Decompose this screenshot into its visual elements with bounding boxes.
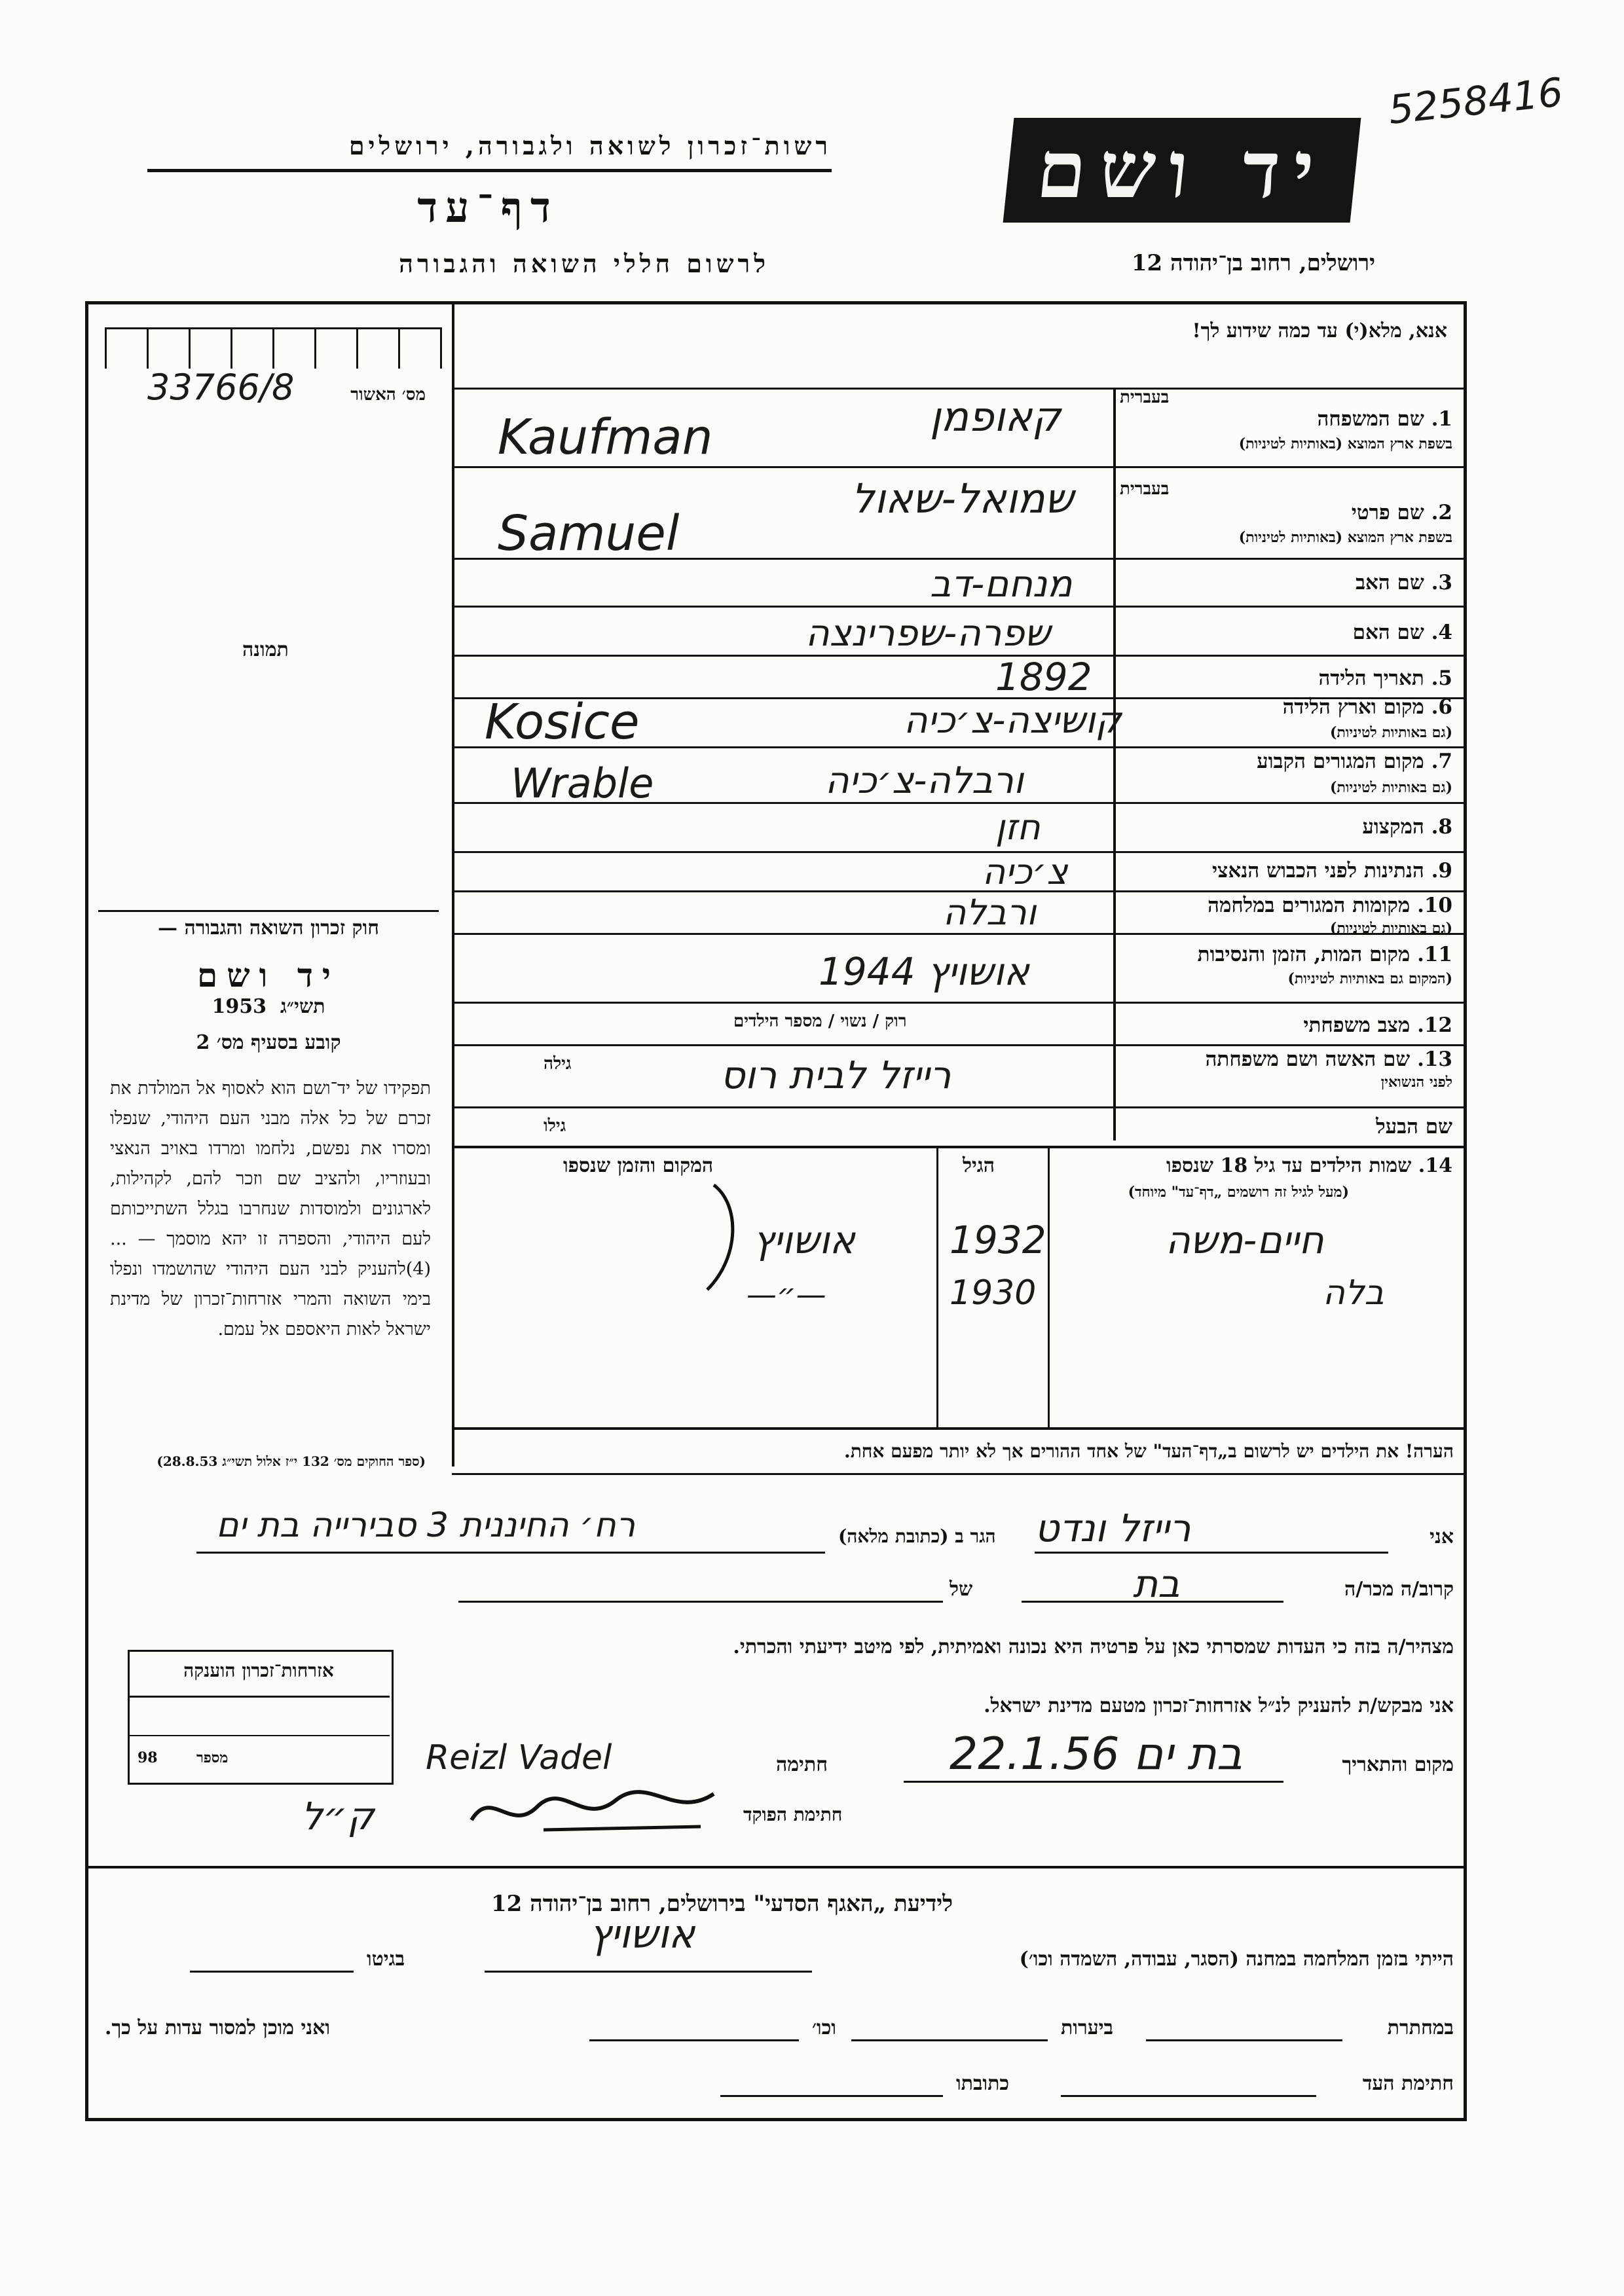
remark-text: הערה! את הילדים יש לרשום ב„דף־העד" של אחד ההורים אך לא יותר מפעם אחת. bbox=[843, 1440, 1454, 1462]
declaration-truth: מצהיר/ה בזה כי העדות שמסרתי כאן על פרטיה היא נכונה ואמיתית, לפי מיטב ידיעתי והכרתי. bbox=[733, 1635, 1454, 1658]
certificate-number-value: 33766/8 bbox=[147, 367, 295, 408]
child-place: —״— bbox=[747, 1277, 826, 1312]
field-label-wartime-residence: 10. מקומות המגורים במלחמה bbox=[1208, 894, 1452, 917]
instruction-text: אנא, מלא(י) עד כמה שידוע לך! bbox=[1192, 319, 1447, 342]
wife-age-label: גילה bbox=[544, 1054, 572, 1074]
child-age: 1932 bbox=[950, 1218, 1046, 1262]
official-initials: ק״ל bbox=[301, 1794, 375, 1838]
residence-latin-value: Wrable bbox=[511, 759, 654, 807]
witness-signature-line bbox=[1061, 2095, 1316, 2097]
firstname-latin-value: Samuel bbox=[498, 505, 680, 562]
page-subtitle: לרשום חללי השואה והגבורה bbox=[399, 249, 769, 278]
field-note-wartime-residence: (גם באותיות לטיניות) bbox=[1329, 920, 1452, 937]
stamp-title: אזרחות־זכרון הוענקה bbox=[183, 1660, 334, 1681]
row-divider bbox=[452, 851, 1467, 853]
place-date-line bbox=[904, 1781, 1283, 1783]
field-note-surname: בשפת ארץ המוצא (באותיות לטיניות) bbox=[1238, 435, 1452, 452]
field-label-profession: 8. המקצוע bbox=[1362, 815, 1452, 839]
children-header-age: הגיל bbox=[963, 1154, 995, 1177]
field-note-birthplace: (גם באותיות לטיניות) bbox=[1329, 724, 1452, 741]
certificate-number-label: מס׳ האשור bbox=[350, 385, 426, 405]
death-value: אושויץ 1944 bbox=[819, 949, 1029, 994]
children-header-name: 14. שמות הילדים עד גיל 18 שנספו bbox=[1166, 1154, 1452, 1177]
child-age: 1930 bbox=[950, 1273, 1037, 1313]
signature-value: Reizl Vadel bbox=[426, 1738, 612, 1777]
witness-etc-label: וכו׳ bbox=[812, 2016, 836, 2039]
declaration-line-1: אני bbox=[1430, 1525, 1454, 1548]
stamp-number-label: מספר bbox=[196, 1749, 229, 1766]
field-label-nationality: 9. הנתינות לפני הכבוש הנאצי bbox=[1212, 859, 1452, 883]
address-line bbox=[196, 1552, 825, 1554]
children-table-bottom bbox=[452, 1427, 1467, 1430]
place-date-value: בת ים 22.1.56 bbox=[950, 1728, 1243, 1780]
header-row-divider bbox=[452, 388, 1467, 390]
row-divider bbox=[452, 606, 1467, 608]
firstname-hebrew-value: שמואל-שאול bbox=[851, 475, 1074, 522]
row-divider bbox=[452, 655, 1467, 657]
declarant-name: רייזל ונדט bbox=[1035, 1506, 1191, 1550]
children-col-divider bbox=[1048, 1146, 1050, 1427]
children-header-place: המקום והזמן שנספו bbox=[563, 1154, 714, 1177]
field-note-wife: לפני הנשואין bbox=[1380, 1074, 1452, 1091]
witness-forests-label: ביערות bbox=[1061, 2016, 1114, 2039]
field-note-death: (המקום גם באותיות לטיניות) bbox=[1287, 970, 1452, 987]
wartime-residence-value: ורבלה bbox=[943, 892, 1037, 933]
institution-address: ירושלים, רחוב בן־יהודה 12 bbox=[1131, 250, 1375, 276]
archive-number: 5258416 bbox=[1386, 69, 1566, 134]
witness-ghetto-line bbox=[190, 1971, 354, 1973]
witness-title: לידיעת „האגף הסדעי" בירושלים, רחוב בן־יהודה 12 bbox=[491, 1891, 953, 1917]
nationality-value: צ׳כיה bbox=[982, 851, 1068, 892]
birthplace-latin-value: Kosice bbox=[485, 694, 640, 750]
witness-camp-value: אושויץ bbox=[589, 1912, 695, 1958]
page-title: דף־עד bbox=[417, 183, 559, 232]
children-table-top bbox=[452, 1146, 1467, 1148]
witness-address-line bbox=[720, 2095, 943, 2097]
bracket-mark bbox=[688, 1178, 753, 1296]
father-name-value: מנחם-דב bbox=[930, 563, 1073, 606]
field-label-firstname: 2. שם פרטי bbox=[1351, 501, 1452, 524]
labels-column-divider bbox=[1113, 388, 1116, 1140]
stamp-divider bbox=[128, 1696, 390, 1698]
law-section: קובע בסעיף מס׳ 2 bbox=[196, 1031, 341, 1054]
field-label-birthplace: 6. מקום וארץ הלידה bbox=[1282, 695, 1452, 719]
field-label-residence: 7. מקום המגורים הקבוע bbox=[1257, 750, 1452, 773]
official-signature-mark bbox=[465, 1781, 727, 1840]
relation-value: בת bbox=[1133, 1561, 1180, 1606]
row-divider bbox=[452, 933, 1467, 935]
witness-ghetto-label: בגיטו bbox=[367, 1948, 405, 1971]
witness-ready-text: ואני מוכן למסור עדות על כך. bbox=[105, 2016, 331, 2039]
child-name: בלה bbox=[1323, 1273, 1384, 1313]
mother-name-value: שפרה-שפרינצה bbox=[805, 612, 1051, 655]
profession-value: חזן bbox=[995, 807, 1041, 848]
field-label-surname: 1. שם המשפחה bbox=[1317, 407, 1452, 431]
field-sub-surname: בעברית bbox=[1120, 388, 1170, 407]
stamp-divider bbox=[128, 1735, 390, 1736]
relation-line bbox=[1022, 1601, 1283, 1603]
field-label-birthdate: 5. תאריך הלידה bbox=[1318, 666, 1452, 690]
declaration-request: אני מבקש/ת להעניק לנ״ל אזרחות־זכרון מטעם מדינת ישראל. bbox=[984, 1694, 1454, 1717]
authority-title: רשות־זכרון לשואה ולגבורה, ירושלים bbox=[348, 131, 832, 160]
surname-hebrew-value: קאופמן bbox=[930, 393, 1061, 441]
law-logo: יד ושם bbox=[197, 956, 340, 994]
relation-of-label: של bbox=[950, 1578, 973, 1601]
certificate-number-boxes bbox=[105, 327, 442, 369]
birthplace-hebrew-value: קושיצה-צ׳כיה bbox=[904, 699, 1122, 742]
photo-label: תמונה bbox=[242, 638, 289, 661]
signature-label: חתימה bbox=[776, 1753, 828, 1776]
place-date-label: מקום והתאריך bbox=[1342, 1753, 1454, 1776]
witness-underground-line bbox=[1146, 2039, 1342, 2041]
row-divider bbox=[452, 466, 1467, 468]
witness-line-1: הייתי בזמן המלחמה במחנה (הסגר, עבודה, השמדה וכו׳) bbox=[1019, 1948, 1454, 1971]
child-name: חיים-משה bbox=[1166, 1218, 1324, 1262]
residence-hebrew-value: ורבלה-צ׳כיה bbox=[825, 759, 1024, 802]
field-label-death: 11. מקום המות, הזמן והנסיבות bbox=[1197, 943, 1452, 966]
witness-forests-line bbox=[851, 2039, 1048, 2041]
field-label-marital-status: 12. מצב משפחתי bbox=[1303, 1013, 1452, 1037]
child-place: אושויץ bbox=[753, 1218, 855, 1262]
witness-underground-label: במחתרת bbox=[1387, 2016, 1454, 2039]
wife-name-value: רייזל לבית רוס bbox=[720, 1053, 951, 1097]
husband-age-label: גילו bbox=[544, 1116, 566, 1136]
field-label-wife: 13. שם האשה ושם משפחתה bbox=[1205, 1048, 1452, 1071]
field-note-residence: (גם באותיות לטיניות) bbox=[1329, 779, 1452, 796]
left-column-divider bbox=[452, 301, 454, 1467]
official-signature-label: חתימת הפוקד bbox=[743, 1804, 843, 1825]
field-label-mother: 4. שם האם bbox=[1352, 621, 1452, 644]
field-note-firstname: בשפת ארץ המוצא (באותיות לטיניות) bbox=[1238, 529, 1452, 546]
witness-etc-line bbox=[589, 2039, 799, 2041]
name-line bbox=[1035, 1552, 1388, 1554]
row-divider bbox=[452, 1002, 1467, 1004]
law-title: חוק זכרון השואה והגבורה — bbox=[158, 917, 379, 939]
witness-section-divider bbox=[85, 1866, 1467, 1868]
field-sub-firstname: בעברית bbox=[1120, 479, 1170, 499]
authority-underline bbox=[147, 169, 832, 172]
yad-vashem-logo: יד ושם bbox=[1003, 118, 1361, 223]
surname-latin-value: Kaufman bbox=[498, 409, 713, 465]
relation-of-line bbox=[458, 1601, 943, 1603]
witness-signature-label: חתימת העד bbox=[1362, 2072, 1454, 2095]
declaration-address-label: הגר ב (כתובת מלאה) bbox=[838, 1525, 996, 1547]
field-label-husband: שם הבעל bbox=[1376, 1115, 1452, 1139]
law-text: תפקידו של יד־ושם הוא לאסוף אל המולדת את זכרם של כל אלה מבני העם היהודי, שנפלו ומסרו את נפשם, נלחמו ומרדו באויב הנאצי ובעוזריו, ולהציב שם וזכר להם, לקהילות, לארגונים ולמוסדות שנחרבו בגלל השתייכותם לעם היהודי, והספרה זו יהא מוסמך — ...(4)להעניק לבני העם היהודי שהושמדו ונפלו בימי השואה והמרי אזרחות־זכרון של מדינת ישראל לאות היאספם אל עמם. bbox=[110, 1078, 431, 1339]
law-footnote: (ספר החוקים מס׳ 132 י״ז אלול תשי״ג 28.8.53) bbox=[157, 1453, 426, 1469]
marital-sub-label: רוק / נשוי / מספר הילדים bbox=[733, 1011, 907, 1031]
witness-address-label: כתובתו bbox=[956, 2072, 1010, 2095]
children-col-divider bbox=[936, 1146, 938, 1427]
birthdate-value: 1892 bbox=[995, 655, 1092, 699]
children-header-note: (מעל לגיל זה רושמים „דף־עד" מיוחד) bbox=[1128, 1184, 1349, 1201]
row-divider bbox=[452, 1106, 1467, 1108]
law-year: 1953 תשי״ג bbox=[212, 995, 325, 1018]
remark-divider bbox=[452, 1473, 1467, 1475]
relation-label: קרוב/ה מכר/ה bbox=[1344, 1578, 1454, 1601]
declarant-address: רח׳ החיננית 3 סבירייה בת ים bbox=[216, 1506, 636, 1545]
field-label-father: 3. שם האב bbox=[1356, 571, 1452, 594]
stamp-code: 98 bbox=[138, 1749, 158, 1766]
witness-camp-line bbox=[485, 1971, 812, 1973]
row-divider bbox=[452, 1044, 1467, 1046]
